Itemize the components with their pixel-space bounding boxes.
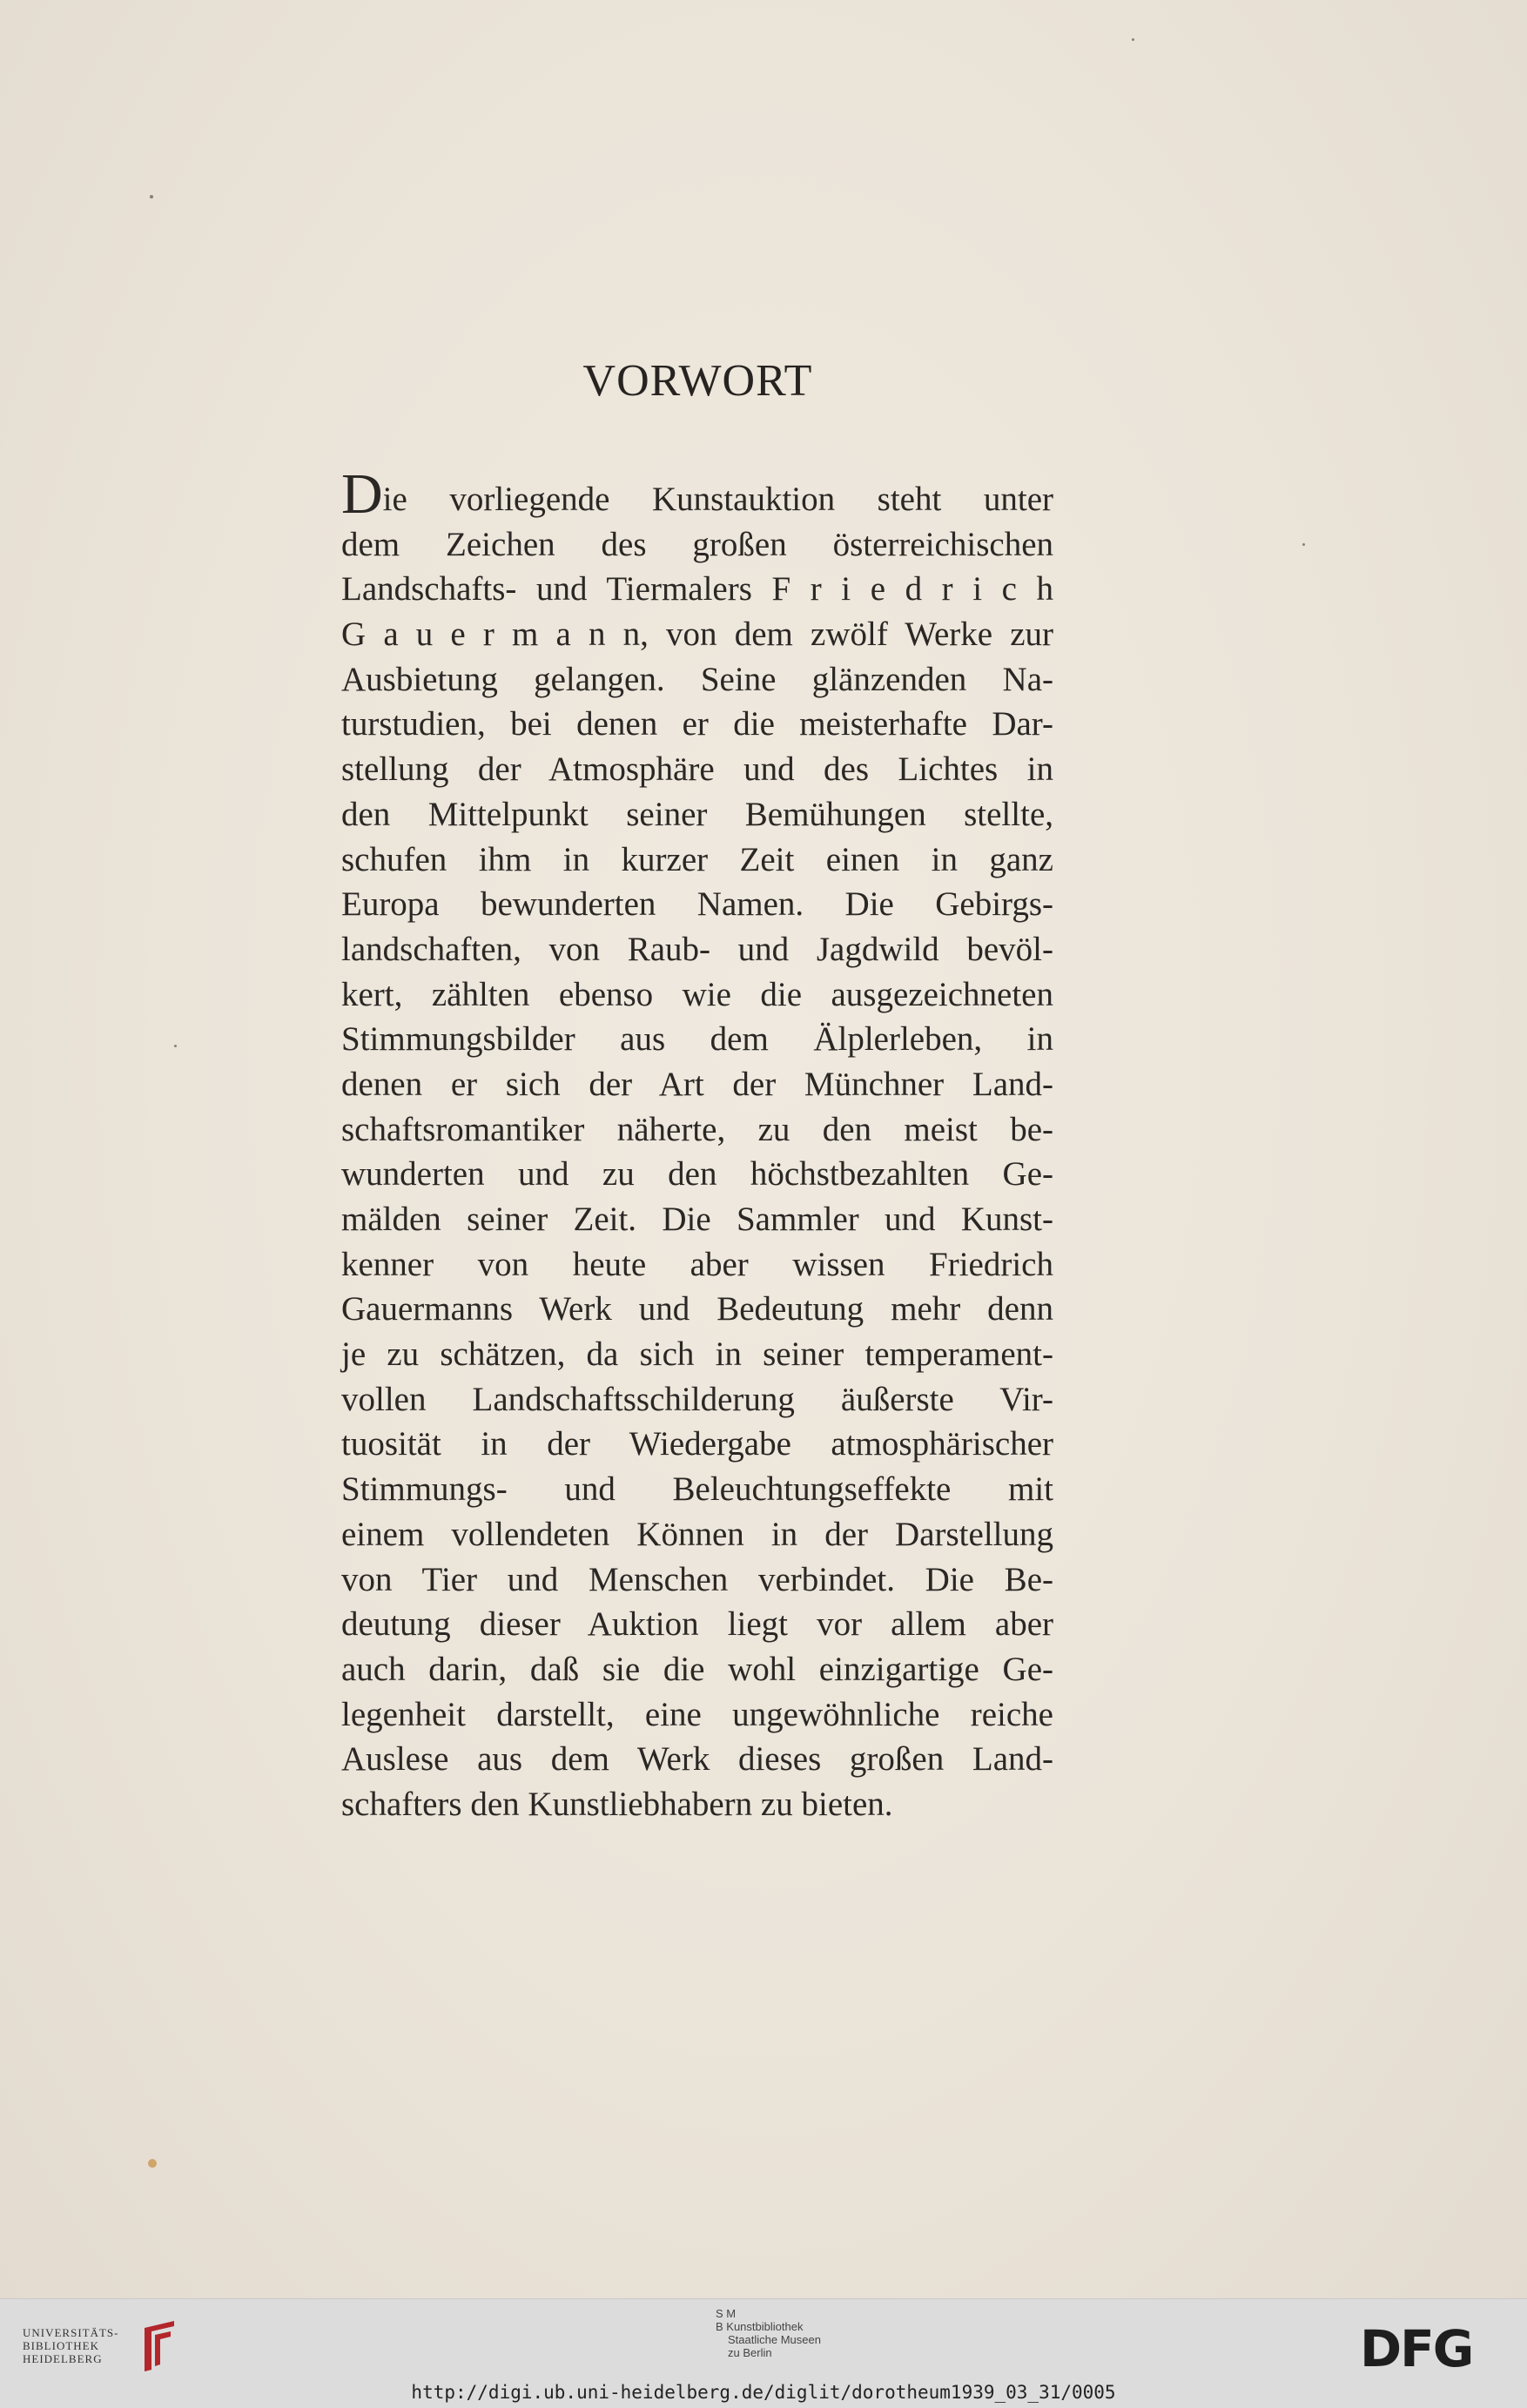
text-line bbox=[341, 1197, 1053, 1242]
text-line-content: Auslese aus dem Werk dieses großen Land- bbox=[341, 1740, 1053, 1779]
text-line bbox=[341, 1692, 1053, 1738]
text-line bbox=[341, 972, 1053, 1018]
library-logo-line: UNIVERSITÄTS- bbox=[23, 2326, 119, 2339]
text-line-content: Stimmungsbilder aus dem Älplerleben, in bbox=[341, 1020, 1053, 1059]
text-line-content: landschaften, von Raub- und Jagdwild bevöl- bbox=[341, 930, 1053, 968]
text-line bbox=[341, 1512, 1053, 1557]
text-line bbox=[341, 702, 1053, 747]
text-line-content: den Mittelpunkt seiner Bemühungen stellte, bbox=[341, 795, 1053, 833]
library-logo-line: HEIDELBERG bbox=[23, 2352, 103, 2365]
text-line-content: einem vollendeten Können in der Darstellung bbox=[341, 1515, 1053, 1553]
text-line-content: schufen ihm in kurzer Zeit einen in ganz bbox=[341, 840, 1053, 878]
text-line bbox=[341, 837, 1053, 883]
text-line bbox=[341, 1062, 1053, 1107]
dfg-logo: DFG bbox=[1360, 2319, 1473, 2378]
text-line bbox=[341, 1422, 1053, 1467]
source-url[interactable]: http://digi.ub.uni-heidelberg.de/diglit/dorotheum1939_03_31/0005 bbox=[411, 2382, 1116, 2403]
stamp-line: Staatliche Museen bbox=[728, 2333, 821, 2346]
text-line-content: dem Zeichen des großen österreichischen bbox=[341, 525, 1053, 563]
text-line bbox=[341, 522, 1053, 568]
text-line-content: Gauermanns Werk und Bedeutung mehr denn bbox=[341, 1290, 1053, 1328]
text-line bbox=[341, 1737, 1053, 1782]
paper-speck bbox=[148, 2159, 157, 2168]
text-line bbox=[341, 927, 1053, 972]
text-line-content: schafters den Kunstliebhabern zu bieten. bbox=[341, 1785, 893, 1823]
text-line bbox=[341, 1647, 1053, 1692]
library-logo-line: BIBLIOTHEK bbox=[23, 2339, 99, 2352]
text-line bbox=[341, 462, 1053, 526]
text-line bbox=[341, 1017, 1053, 1062]
text-line bbox=[341, 1467, 1053, 1512]
text-line-content: turstudien, bei denen er die meisterhafte Dar- bbox=[341, 705, 1053, 743]
stamp-line: zu Berlin bbox=[728, 2346, 772, 2359]
text-line-content: G a u e r m a n n, von dem zwölf Werke zur bbox=[341, 615, 1053, 654]
text-line bbox=[341, 1377, 1053, 1423]
text-line-content: deutung dieser Auktion liegt vor allem aber bbox=[341, 1605, 1053, 1644]
stamp-line: S M bbox=[716, 2307, 737, 2320]
text-line-content: je zu schätzen, da sich in seiner temperament- bbox=[341, 1335, 1053, 1374]
library-mark-icon bbox=[139, 2316, 181, 2377]
text-line-content: kert, zählten ebenso wie die ausgezeichneten bbox=[341, 975, 1053, 1013]
text-line-content: von Tier und Menschen verbindet. Die Be- bbox=[341, 1560, 1053, 1598]
text-line-content: mälden seiner Zeit. Die Sammler und Kunst- bbox=[341, 1201, 1053, 1238]
text-line bbox=[341, 1782, 1053, 1827]
text-line-content: Europa bewunderten Namen. Die Gebirgs- bbox=[341, 885, 1053, 924]
paper-speck bbox=[1132, 38, 1134, 41]
preface-text bbox=[341, 462, 1053, 1827]
text-line bbox=[341, 1602, 1053, 1647]
text-line bbox=[341, 747, 1053, 792]
text-line-content: stellung der Atmosphäre und des Lichtes in bbox=[341, 750, 1053, 789]
text-line bbox=[341, 882, 1053, 927]
text-line-content: denen er sich der Art der Münchner Land- bbox=[341, 1065, 1053, 1103]
text-line bbox=[341, 612, 1053, 657]
drop-initial: D bbox=[341, 462, 383, 526]
text-line-content: Stimmungs- und Beleuchtungseffekte mit bbox=[341, 1470, 1053, 1509]
text-line bbox=[341, 1557, 1053, 1603]
text-line-content: ie vorliegende Kunstauktion steht unter bbox=[382, 481, 1053, 518]
text-line bbox=[341, 1242, 1053, 1288]
text-line-content: tuosität in der Wiedergabe atmosphärischer bbox=[341, 1425, 1053, 1463]
text-line-content: schaftsromantiker näherte, zu den meist be- bbox=[341, 1110, 1053, 1148]
text-line bbox=[341, 1152, 1053, 1197]
text-line bbox=[341, 657, 1053, 703]
text-line-content: wunderten und zu den höchstbezahlten Ge- bbox=[341, 1155, 1053, 1194]
text-line-content: Landschafts- und Tiermalers F r i e d r i c h bbox=[341, 570, 1053, 609]
stamp-line: B Kunstbibliothek bbox=[716, 2320, 804, 2333]
text-line bbox=[341, 1287, 1053, 1332]
museum-stamp bbox=[716, 2307, 855, 2359]
text-line-content: kenner von heute aber wissen Friedrich bbox=[341, 1245, 1053, 1283]
text-line bbox=[341, 1332, 1053, 1377]
library-logo bbox=[23, 2326, 136, 2365]
paper-speck bbox=[150, 195, 153, 198]
text-line-content: legenheit darstellt, eine ungewöhnliche reiche bbox=[341, 1695, 1053, 1733]
text-line bbox=[341, 567, 1053, 612]
text-line bbox=[341, 792, 1053, 837]
paper-speck bbox=[1302, 543, 1305, 546]
page-title: VORWORT bbox=[582, 356, 813, 406]
text-line-content: vollen Landschaftsschilderung äußerste Vir- bbox=[341, 1380, 1053, 1418]
paper-speck bbox=[174, 1045, 177, 1047]
text-line-content: auch darin, daß sie die wohl einzigartige Ge- bbox=[341, 1650, 1053, 1688]
text-line bbox=[341, 1107, 1053, 1153]
text-line-content: Ausbietung gelangen. Seine glänzenden Na- bbox=[341, 660, 1053, 698]
